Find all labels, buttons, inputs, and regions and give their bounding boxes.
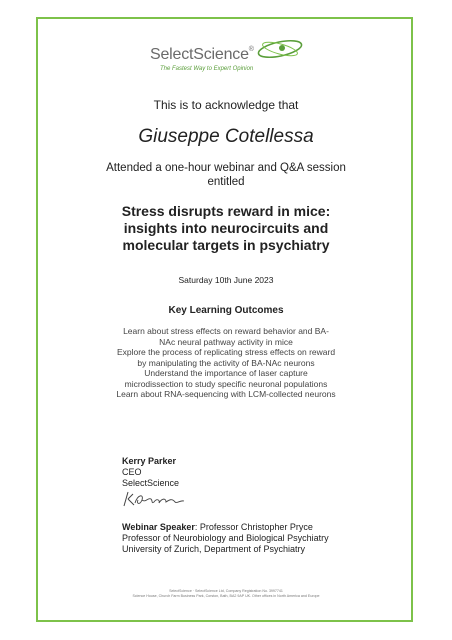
- speaker-block: [122, 522, 342, 555]
- signatory-role: CEO: [122, 467, 142, 477]
- orbit-logo-icon: [255, 36, 305, 62]
- logo-name: SelectScience: [150, 46, 249, 63]
- signatory-name: Kerry Parker: [122, 456, 177, 466]
- outcome-item: Learn about RNA-sequencing with LCM-collected neurons: [116, 389, 336, 399]
- acknowledge-text: This is to acknowledge that: [153, 98, 299, 112]
- speaker-label: Webinar Speaker: [122, 522, 195, 532]
- footer-line-2: Science House, Church Farm Business Park, Corston, Bath, BA2 9AP UK. Other offices in North America and Europe: [132, 594, 320, 598]
- signatory-company: SelectScience: [122, 478, 180, 488]
- speaker-title: Professor of Neurobiology and Biological Psychiatry: [122, 533, 329, 543]
- footer: [0, 589, 452, 599]
- webinar-date: Saturday 10th June 2023: [178, 275, 274, 285]
- logo-tagline: The Fastest Way to Expert Opinion: [160, 66, 254, 72]
- webinar-title: Stress disrupts reward in mice: insights into neurocircuits and molecular targets in psychiatry: [121, 203, 331, 253]
- speaker-affiliation: University of Zurich, Department of Psychiatry: [122, 544, 306, 554]
- handwritten-signature-icon: [120, 488, 190, 510]
- logo-registered-mark: ®: [248, 46, 254, 53]
- recipient-name: Giuseppe Cotellessa: [138, 126, 314, 147]
- attended-text: Attended a one-hour webinar and Q&A session entitled: [106, 162, 346, 188]
- outcome-item: Learn about stress effects on reward behavior and BA-NAc neural pathway activity in mice: [123, 326, 329, 347]
- speaker-name: : Professor Christopher Pryce: [194, 522, 313, 532]
- signatory-block: [122, 456, 179, 489]
- footer-line-1: SelectScience · SelectScience Ltd, Company Registration No. 3997741: [169, 589, 283, 593]
- outcome-item: Understand the importance of laser capture microdissection to study specific neuronal populations: [124, 368, 328, 389]
- outcome-item: Explore the process of replicating stress effects on reward by manipulating the activity of BA-NAc neurons: [116, 347, 336, 368]
- outcomes-heading: Key Learning Outcomes: [168, 305, 284, 316]
- outcomes-list: [116, 326, 336, 400]
